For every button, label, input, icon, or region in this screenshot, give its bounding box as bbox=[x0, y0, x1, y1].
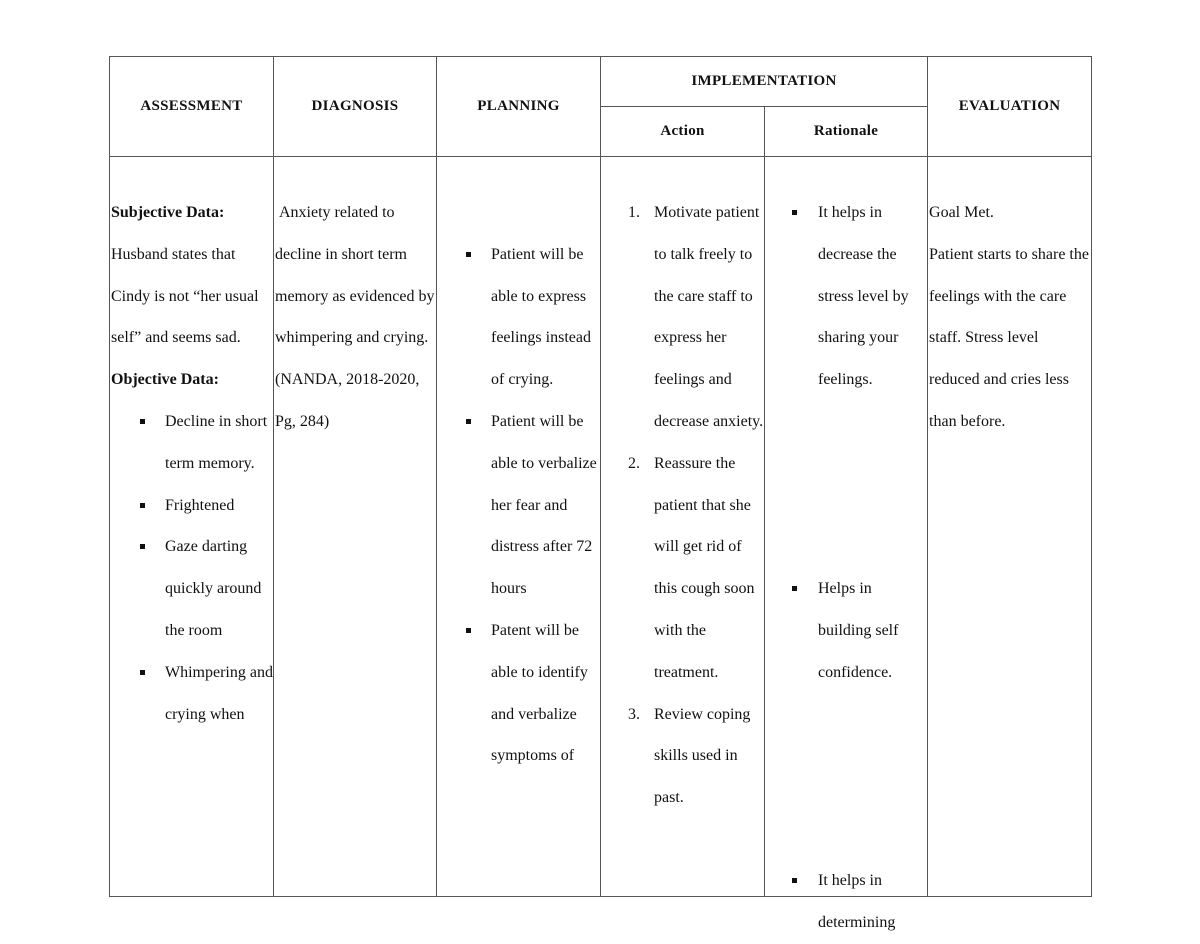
action-text: Reassure the patient that she will get rid of this cough soon with the treatment. bbox=[654, 454, 755, 681]
planning-item: Patient will be able to express feelings instead of crying. bbox=[437, 234, 600, 401]
action-number: 3. bbox=[628, 705, 640, 723]
action-cell bbox=[601, 157, 765, 897]
subjective-text: Husband states that Cindy is not “her usual self” and seems sad. bbox=[111, 245, 259, 347]
header-assessment: ASSESSMENT bbox=[110, 57, 274, 157]
action-item bbox=[601, 694, 764, 819]
diagnosis-text: Anxiety related to decline in short term memory as evidenced by whimpering and crying. (NANDA, 2018-2020, Pg, 284) bbox=[275, 204, 439, 430]
objective-item: Gaze darting quickly around the room bbox=[110, 526, 273, 651]
header-action: Action bbox=[601, 107, 765, 157]
evaluation-goal: Goal Met. bbox=[929, 204, 994, 221]
action-text: Review coping skills used in past. bbox=[654, 705, 751, 807]
diagnosis-cell bbox=[274, 157, 437, 897]
action-list bbox=[601, 192, 764, 819]
planning-item: Patent will be able to identify and verbalize symptoms of bbox=[437, 610, 600, 777]
header-implementation: IMPLEMENTATION bbox=[601, 57, 928, 107]
objective-item: Whimpering and crying when bbox=[110, 652, 273, 736]
planning-item: Patient will be able to verbalize her fear and distress after 72 hours bbox=[437, 401, 600, 610]
assessment-cell bbox=[110, 157, 274, 897]
header-planning: PLANNING bbox=[437, 57, 601, 157]
rationale-item: It helps in determining bbox=[765, 860, 927, 944]
rationale-item: Helps in building self confidence. bbox=[765, 568, 927, 693]
planning-list bbox=[437, 234, 600, 777]
header-diagnosis: DIAGNOSIS bbox=[274, 57, 437, 157]
action-item bbox=[601, 192, 764, 443]
evaluation-text: Patient starts to share the feelings with the care staff. Stress level reduced and cries less than before. bbox=[929, 245, 1089, 430]
objective-list bbox=[110, 401, 273, 735]
planning-cell bbox=[437, 157, 601, 897]
evaluation-cell bbox=[928, 157, 1092, 897]
objective-item: Frightened bbox=[110, 485, 273, 527]
rationale-list-3 bbox=[765, 860, 927, 944]
rationale-item: It helps in decrease the stress level by sharing your feelings. bbox=[765, 192, 927, 401]
nursing-care-plan-table bbox=[109, 56, 1092, 932]
rationale-cell bbox=[765, 157, 928, 932]
rationale-list bbox=[765, 192, 927, 401]
action-number: 2. bbox=[628, 454, 640, 472]
objective-label: Objective Data: bbox=[111, 371, 219, 389]
rationale-list-2 bbox=[765, 568, 927, 693]
objective-item: Decline in short term memory. bbox=[110, 401, 273, 485]
action-number: 1. bbox=[628, 204, 640, 221]
action-item bbox=[601, 443, 764, 694]
subjective-label: Subjective Data: bbox=[111, 204, 225, 221]
action-text: Motivate patient to talk freely to the care staff to express her feelings and decrease anxiety. bbox=[654, 204, 764, 430]
header-rationale: Rationale bbox=[765, 107, 928, 157]
header-evaluation: EVALUATION bbox=[928, 57, 1092, 157]
